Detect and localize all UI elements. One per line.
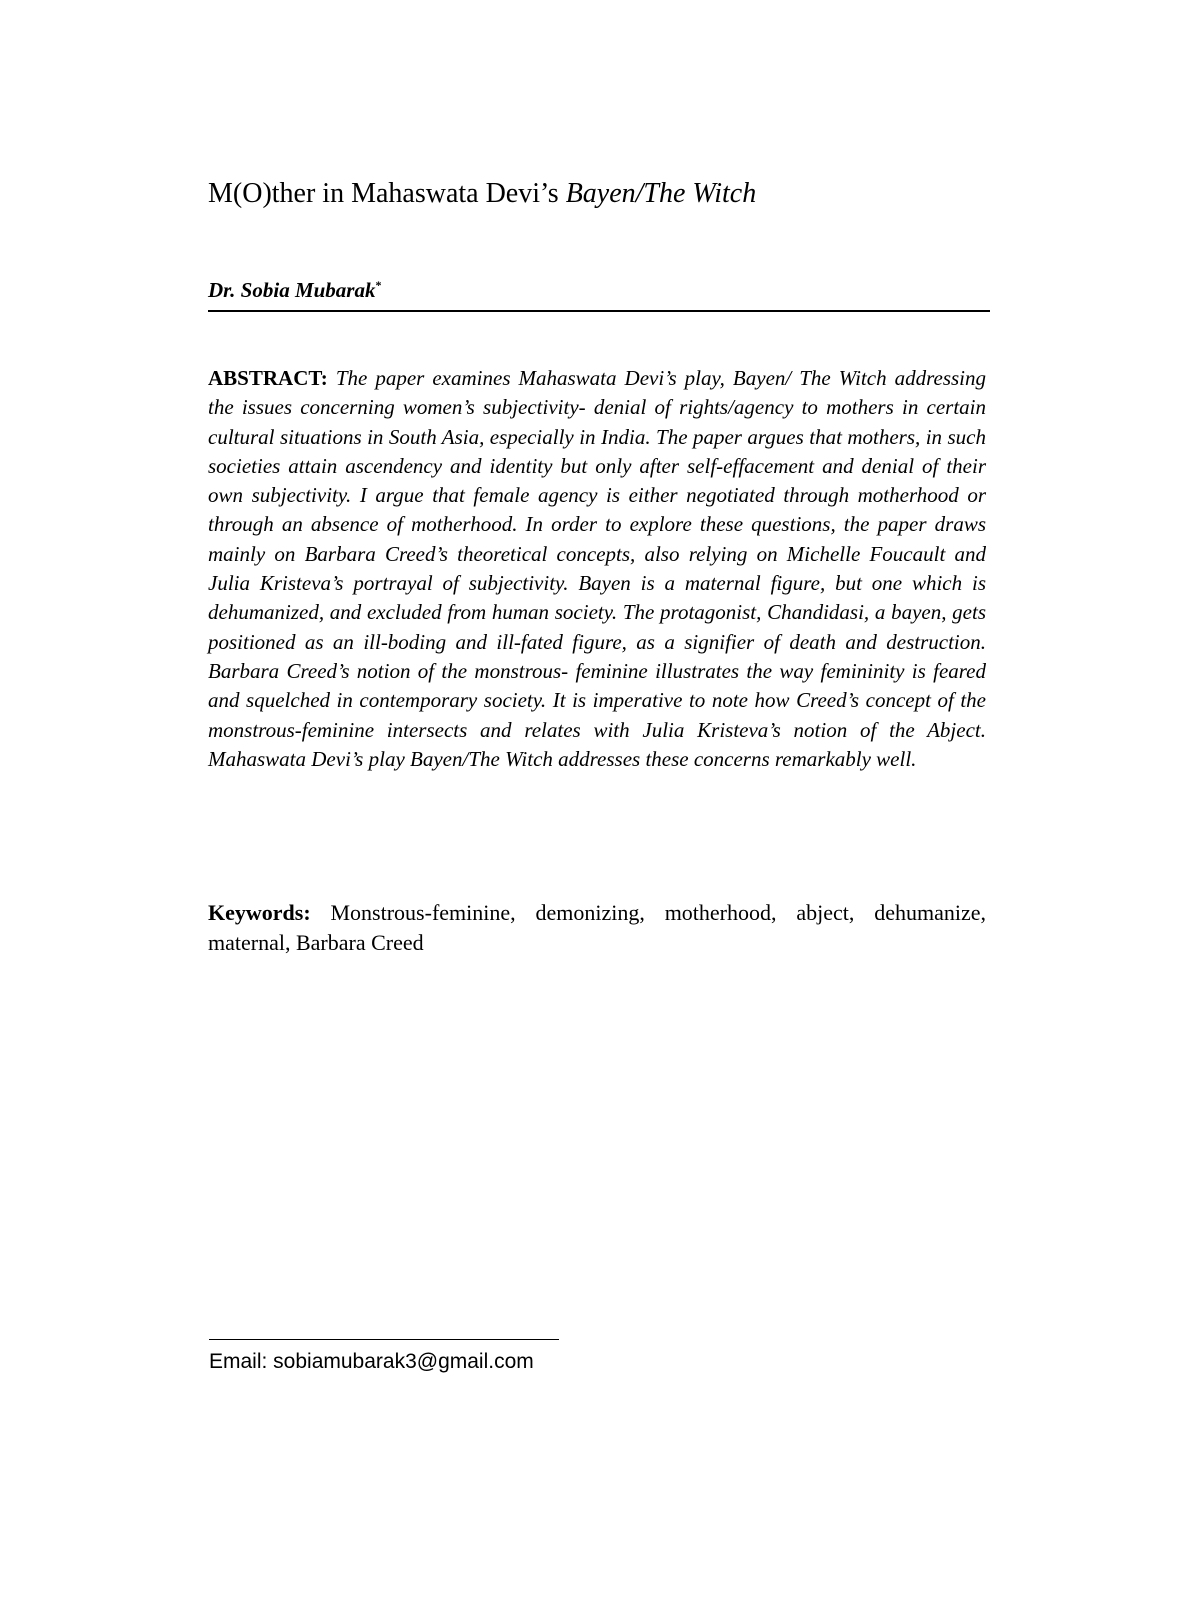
keywords-text: Monstrous-feminine, demonizing, motherhood, abject, dehumanize, maternal, Barbara Creed	[208, 900, 986, 955]
title-text: M(O)ther in Mahaswata Devi’s	[208, 178, 566, 209]
author-line	[208, 276, 990, 312]
author-footnote-mark: *	[375, 278, 382, 292]
author-name-text: Dr. Sobia Mubarak	[208, 278, 376, 302]
paper-title	[208, 174, 1008, 214]
keywords-label: Keywords:	[208, 900, 311, 925]
footnote-divider	[209, 1339, 559, 1340]
author-name	[208, 278, 381, 302]
abstract-paragraph	[208, 364, 986, 774]
keywords-paragraph	[208, 898, 986, 958]
title-italic-text: Bayen/The Witch	[565, 178, 757, 209]
footnote-email: Email: sobiamubarak3@gmail.com	[209, 1350, 534, 1373]
abstract-label: ABSTRACT:	[208, 366, 328, 390]
abstract-text: The paper examines Mahaswata Devi’s play, Bayen/ The Witch addressing the issues concerning women’s subjectivity- denial of rights/agency to mothers in certain cultural situations in South Asia, especially in India. The paper argues that mothers, in such societies attain ascendency and identity but only after self-effacement and denial of their own subjectivity. I argue that female agency is either negotiated through motherhood or through an absence of motherhood. In order to explore these questions, the paper draws mainly on Barbara Creed’s theoretical concepts, also relying on Michelle Foucault and Julia Kristeva’s portrayal of subjectivity. Bayen is a maternal figure, but one which is dehumanized, and excluded from human society. The protagonist, Chandidasi, a bayen, gets positioned as an ill-boding and ill-fated figure, as a signifier of death and destruction. Barbara Creed’s notion of the monstrous- feminine illustrates the way femininity is feared and squelched in contemporary society. It is imperative to note how Creed’s concept of the monstrous-feminine intersects and relates with Julia Kristeva’s notion of the Abject. Mahaswata Devi’s play Bayen/The Witch addresses these concerns remarkably well.	[208, 366, 986, 771]
